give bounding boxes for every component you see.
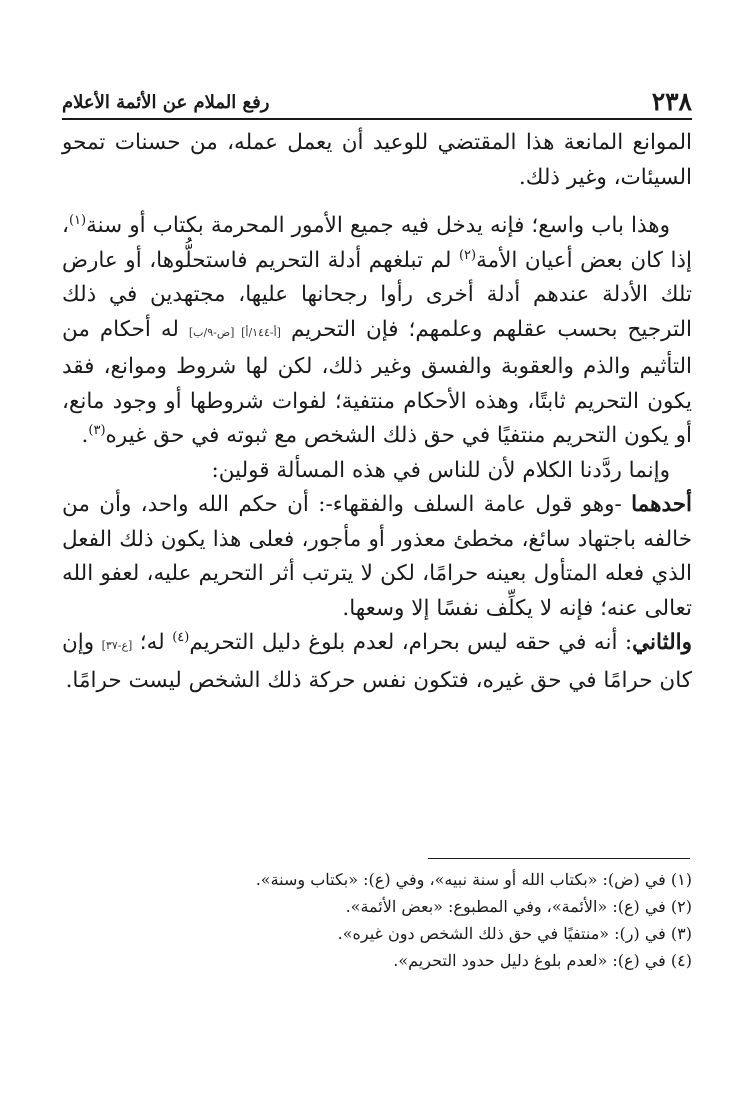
footnotes xyxy=(62,866,692,974)
paragraph-5-part-a: : أنه في حقه ليس بحرام، لعدم بلوغ دليل التحريم xyxy=(189,630,633,655)
paragraph-3: وإنما ردَّدنا الكلام لأن للناس في هذه المسألة قولين: xyxy=(211,457,670,483)
footnote-separator xyxy=(428,858,690,859)
paragraph-5-part-b: له؛ xyxy=(132,630,173,655)
paragraph-2 xyxy=(62,209,692,454)
footnote-1: (١) في (ض): «بكتاب الله أو سنة نبيه»، وفي (ع): «بكتاب وسنة». xyxy=(255,870,692,889)
first-opinion-label: أحدهما xyxy=(631,492,692,517)
running-title: رفع الملام عن الأئمة الأعلام xyxy=(62,92,270,113)
paragraph-5 xyxy=(62,626,692,698)
footnote-2: (٢) في (ع): «الأئمة»، وفي المطبوع: «بعض الأئمة». xyxy=(345,897,692,916)
footnote-marker-2: (٢) xyxy=(458,247,477,263)
manuscript-reference-1: [أ-١٤٤/أ] [ض-٩/ب] xyxy=(188,325,281,339)
footnote-4: (٤) في (ع): «لعدم بلوغ دليل حدود التحريم». xyxy=(393,951,692,970)
page-header xyxy=(62,82,692,120)
paragraph-2-part-e: . xyxy=(81,423,89,448)
paragraph-4 xyxy=(62,488,692,626)
manuscript-reference-2: [ع-٣٧] xyxy=(101,639,133,652)
paragraph-2-part-a: وهذا باب واسع؛ فإنه يدخل فيه جميع الأمور المحرمة بكتاب أو سنة xyxy=(86,213,670,238)
paragraph-2-part-d: له أحكام من التأثيم والذم والعقوبة والفسق وغير ذلك، لكن لها شروط وموانع، فقد يكون التحريم ثابتًا، وهذه الأحكام منتفية؛ لفوات شروطها أو وجود مانع، أو يكون التحريم منتفيًا في حق ذلك الشخص مع ثبوته في حق غيره xyxy=(62,316,692,448)
footnote-marker-4: (٤) xyxy=(172,629,190,645)
paragraph-2-part-b: ، إذا كان بعض أعيان الأمة xyxy=(62,213,692,273)
footnote-3: (٣) في (ر): «منتفيًا في حق ذلك الشخص دون غيره». xyxy=(337,924,692,943)
main-text xyxy=(62,126,692,698)
footnote-marker-1: (١) xyxy=(68,212,87,228)
paragraph-1: الموانع المانعة هذا المقتضي للوعيد أن يعمل عمله، من حسنات تمحو السيئات، وغير ذلك. xyxy=(62,130,692,190)
second-opinion-label: والثاني xyxy=(632,630,692,655)
paragraph-4-text: -وهو قول عامة السلف والفقهاء-: أن حكم الله واحد، وأن من خالفه باجتهاد سائغ، مخطئ معذور أو مأجور، فعلى هذا يكون ذلك الفعل الذي فعله المتأول بعينه حرامًا، لكن لا يترتب أثر التحريم عليه، لعفو الله تعالى عنه؛ فإنه لا يكلِّف نفسًا إلا وسعها. xyxy=(62,492,692,621)
footnote-marker-3: (٣) xyxy=(88,422,106,438)
paragraph-5-part-c: وإن كان حرامًا في حق غيره، فتكون نفس حركة ذلك الشخص ليست حرامًا. xyxy=(62,630,692,693)
paragraph-2-part-c: لم تبلغهم أدلة التحريم فاستحلُّوها، أو عارض تلك الأدلة عندهم أدلة أخرى رأوا رجحانها عليها، مجتهدين في ذلك الترجيح بحسب عقلهم وعلمهم؛ فإن التحريم xyxy=(62,247,692,342)
page-number: ٢٣٨ xyxy=(651,87,692,116)
